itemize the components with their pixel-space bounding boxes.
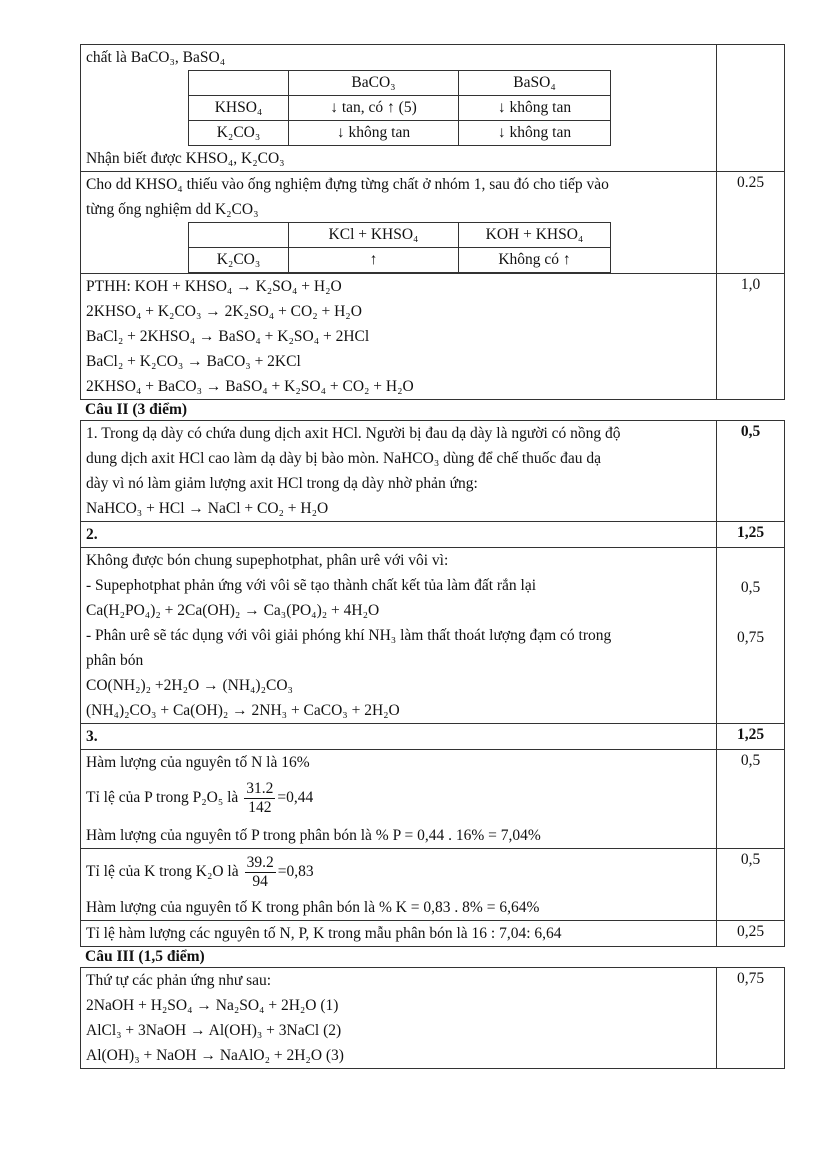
score-cell: 0,5 [717,849,785,921]
part3-final-cell [81,921,717,947]
equation: 2KHSO₄ + BaCO₃ → BaSO₄ + K₂SO₄ + CO₂ + H₂O [86,378,414,395]
equation: 2NaOH + H₂SO₄ → Na₂SO₄ + 2H₂O (1) [86,997,339,1014]
part-label: 3. [86,728,98,745]
equation: (NH₄)₂CO₃ + Ca(OH)₂ → 2NH₃ + CaCO₃ + 2H₂O [86,702,400,719]
score-cell: 1,0 [717,274,785,400]
score-cell [717,45,785,172]
part3-label [81,724,717,750]
k-ratio-prefix: Tỉ lệ của K trong K₂O là [86,863,239,880]
part-label: 2. [86,526,98,543]
score-value: 0,5 [740,579,761,596]
k-content: Hàm lượng của nguyên tố K trong phân bón là % K = 0,83 . 8% = 6,64% [86,899,540,916]
final-ratio: Tỉ lệ hàm lượng các nguyên tố N, P, K trong mẫu phân bón là 16 : 7,04: 6,64 [86,925,562,942]
table-row [189,121,611,146]
score-value: 0,75 [736,629,765,646]
cau3-cell [81,968,717,1069]
score-cell: 0.25 [717,172,785,274]
score-cell: 1,25 [717,724,785,750]
table-cell: ↓ tan, có ↑ (5) [289,96,459,121]
table-row [81,274,785,400]
khso4-reaction-table [188,222,611,273]
equation: BaCl₂ + 2KHSO₄ → BaSO₄ + K₂SO₄ + 2HCl [86,328,370,345]
section-heading-cau2: Câu II (3 điểm) [85,401,188,418]
part2-b: phân bón [86,652,144,669]
identify-cell [81,45,717,172]
fraction-denominator: 94 [252,872,268,890]
table-row [81,849,785,921]
equation: BaCl₂ + K₂CO₃ → BaCO₃ + 2KCl [86,353,301,370]
fraction-denominator: 142 [248,798,272,816]
k-ratio-line [86,849,711,895]
table-header: KCl + KHSO₄ [289,223,459,248]
score-spacer [717,550,784,575]
section-heading-cau3: Câu III (1,5 điểm) [85,948,205,965]
table-row [81,522,785,548]
part2-a: - Supephotphat phản ứng với vôi sẽ tạo thành chất kết tủa làm đất rắn lại [86,577,537,594]
step-text: từng ống nghiệm dd K₂CO₃ [86,201,259,218]
cau3-table [80,967,785,1069]
equation: AlCl₃ + 3NaOH → Al(OH)₃ + 3NaCl (2) [86,1022,342,1039]
part3-k-cell [81,849,717,921]
k-ratio-fraction [245,854,276,891]
k-ratio-result: =0,83 [277,863,314,880]
table-cell: ↓ không tan [459,121,611,146]
part1-text: dung dịch axit HCl cao làm dạ dày bị bào mòn. NaHCO₃ dùng để chế thuốc đau dạ [86,450,602,467]
part1-text: dày vì nó làm giảm lượng axit HCl trong dạ dày nhờ phản ứng: [86,475,478,492]
step-text: Cho dd KHSO₄ thiếu vào ống nghiệm đựng từng chất ở nhóm 1, sau đó cho tiếp vào [86,176,609,193]
score-cell [717,548,785,724]
table-row [81,724,785,750]
cau2-table [80,420,785,947]
part1-text: 1. Trong dạ dày có chứa dung dịch axit HCl. Người bị đau dạ dày là người có nồng độ [86,425,621,442]
score-cell: 1,25 [717,522,785,548]
equation: Al(OH)₃ + NaOH → NaAlO₂ + 2H₂O (3) [86,1047,344,1064]
section1-table [80,44,785,400]
p-ratio-result: =0,44 [277,789,314,806]
table-cell: ↑ [289,248,459,273]
p-ratio-prefix: Tỉ lệ của P trong P₂O₅ là [86,789,239,806]
fraction-numerator: 31.2 [246,779,274,797]
table-cell: K₂CO₃ [189,248,289,273]
table-row [81,421,785,522]
equation: 2KHSO₄ + K₂CO₃ → 2K₂SO₄ + CO₂ + H₂O [86,303,362,320]
answer-key-document [80,44,784,1069]
table-cell [189,71,289,96]
p-content: Hàm lượng của nguyên tố P trong phân bón là % P = 0,44 . 16% = 7,04% [86,827,541,844]
equation: NaHCO₃ + HCl → NaCl + CO₂ + H₂O [86,500,329,517]
table-cell [189,223,289,248]
table-cell: ↓ không tan [289,121,459,146]
table-header: BaSO₄ [459,71,611,96]
intro-text: chất là BaCO₃, BaSO₄ [86,49,226,66]
table-row [81,172,785,274]
table-row [189,223,611,248]
part2-b: - Phân urê sẽ tác dụng với vôi giải phóng khí NH₃ làm thất thoát lượng đạm có trong [86,627,612,644]
barium-reaction-table [188,70,611,146]
table-header: KOH + KHSO₄ [459,223,611,248]
table-row [81,968,785,1069]
table-row [81,45,785,172]
score-cell: 0,25 [717,921,785,947]
table-cell: ↓ không tan [459,96,611,121]
table-row [81,750,785,849]
fraction-numerator: 39.2 [246,853,274,871]
equation: Ca(H₂PO₄)₂ + 2Ca(OH)₂ → Ca₃(PO₄)₂ + 4H₂O [86,602,380,619]
equation: CO(NH₂)₂ +2H₂O → (NH₄)₂CO₃ [86,677,293,694]
identify-text: Nhận biết được KHSO₄, K₂CO₃ [86,150,285,167]
part2-label [81,522,717,548]
table-row [81,548,785,724]
table-cell: K₂CO₃ [189,121,289,146]
part3-n-cell [81,750,717,849]
table-cell: Không có ↑ [459,248,611,273]
table-header: BaCO₃ [289,71,459,96]
step-cell [81,172,717,274]
p-ratio-fraction [244,780,275,817]
p-ratio-line [86,775,711,821]
part2-intro: Không được bón chung supephotphat, phân urê với vôi vì: [86,552,449,569]
table-row [81,921,785,947]
table-cell: KHSO₄ [189,96,289,121]
part2-cell [81,548,717,724]
part1-cell [81,421,717,522]
table-row [189,248,611,273]
score-cell: 0,75 [717,968,785,1069]
equations-cell [81,274,717,400]
score-cell: 0,5 [717,750,785,849]
cau3-intro: Thứ tự các phản ứng như sau: [86,972,272,989]
score-spacer [717,600,784,625]
table-row [189,96,611,121]
n-content: Hàm lượng của nguyên tố N là 16% [86,754,310,771]
table-row [189,71,611,96]
equation: PTHH: KOH + KHSO₄ → K₂SO₄ + H₂O [86,278,342,295]
score-cell: 0,5 [717,421,785,522]
